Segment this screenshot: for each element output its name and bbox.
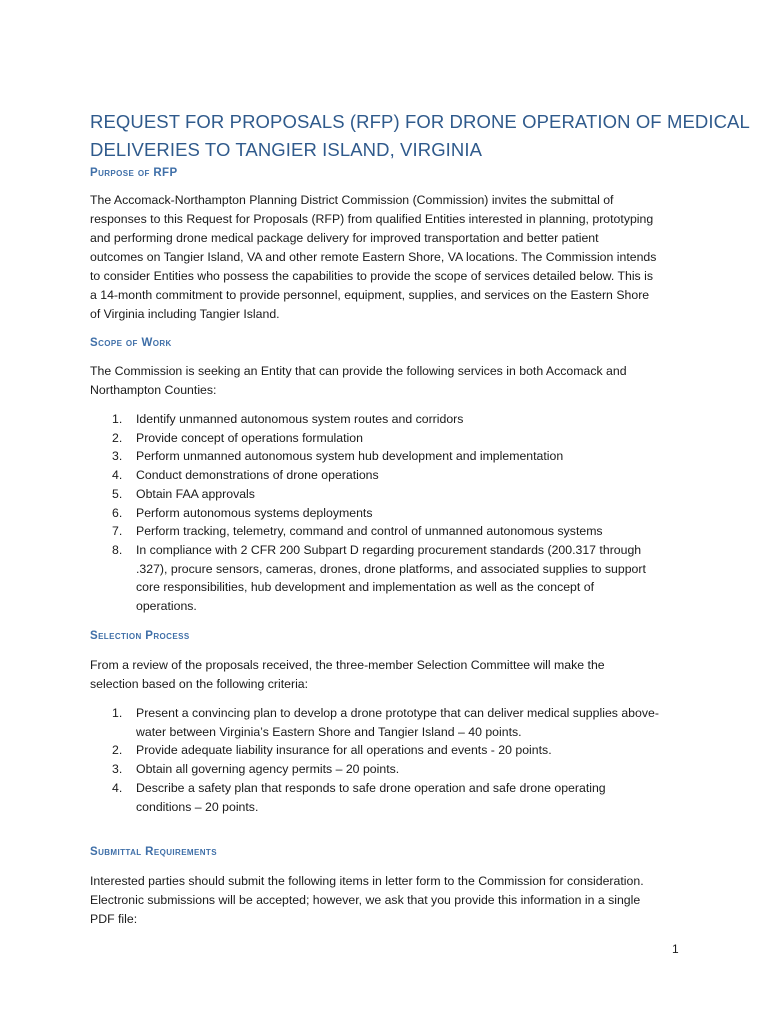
list-item [112,704,702,741]
purpose-line: to consider Entities who possess the capabilities to provide the scope of services detailed below. This is [90,269,654,283]
list-item [112,447,702,466]
item-text: Perform unmanned autonomous system hub development and implementation [136,449,564,464]
list-item [112,541,702,616]
item-text: Perform tracking, telemetry, command and control of unmanned autonomous systems [136,524,603,539]
scope-intro-line: The Commission is seeking an Entity that can provide the following services in both Accomack and [90,364,627,378]
list-item [112,410,702,429]
item-text: Provide adequate liability insurance for all operations and events - 20 points. [136,743,552,758]
item-number: 1. [112,706,123,720]
item-number: 7. [112,524,123,539]
item-text: Identify unmanned autonomous system routes and corridors [136,412,464,426]
item-text: Perform autonomous systems deployments [136,505,373,520]
item-number: 8. [112,542,123,557]
item-text: conditions – 20 points. [136,799,259,814]
item-number: 5. [112,486,123,501]
item-number: 3. [112,449,123,464]
submittal-line: Interested parties should submit the following items in letter form to the Commission for consideration. [90,874,644,888]
scope-intro-line: Northampton Counties: [90,383,217,397]
page-number: 1 [672,942,679,956]
title-line-2: DELIVERIES TO TANGIER ISLAND, VIRGINIA [90,139,483,160]
item-number: 3. [112,762,123,777]
item-text: Conduct demonstrations of drone operations [136,468,379,483]
item-number: 4. [112,468,123,483]
purpose-line: of Virginia including Tangier Island. [90,307,280,321]
list-item [112,741,702,760]
item-text: Obtain all governing agency permits – 20 points. [136,762,400,777]
purpose-line: and performing drone medical package delivery for improved transportation and better patient [90,231,599,245]
selection-intro-line: selection based on the following criteria: [90,677,309,691]
list-item [112,466,702,485]
item-text: Obtain FAA approvals [136,486,255,501]
item-text: water between Virginia’s Eastern Shore and Tangier Island – 40 points. [136,724,522,739]
item-text: .327), procure sensors, cameras, drones, drone platforms, and associated supplies to support [136,561,646,576]
list-item [112,760,702,779]
item-number: 1. [112,412,123,426]
item-number: 6. [112,505,123,520]
selection-heading: Selection Process [90,630,190,642]
document-title [90,108,750,164]
selection-intro-line: From a review of the proposals received, the three-member Selection Committee will make the [90,658,605,672]
list-item [112,522,702,541]
submittal-paragraph [90,872,690,929]
purpose-line: The Accomack-Northampton Planning District Commission (Commission) invites the submittal of [90,193,614,207]
item-number: 2. [112,743,123,758]
item-number: 4. [112,780,123,795]
item-text: Provide concept of operations formulation [136,430,363,445]
title-line-1: REQUEST FOR PROPOSALS (RFP) FOR DRONE OPERATION OF MEDICAL [90,111,750,132]
selection-list [112,704,702,816]
scope-intro [90,362,690,400]
list-item [112,429,702,448]
list-item [112,779,702,816]
selection-intro [90,656,690,694]
submittal-line: PDF file: [90,912,138,926]
item-text: Present a convincing plan to develop a drone prototype that can deliver medical supplies above- [136,706,659,720]
item-text: operations. [136,599,197,614]
purpose-line: outcomes on Tangier Island, VA and other remote Eastern Shore, VA locations. The Commission intends [90,250,657,264]
purpose-line: responses to this Request for Proposals (RFP) from qualified Entities interested in planning, prototyping [90,212,654,226]
submittal-heading: Submittal Requirements [90,846,217,858]
item-text: core responsibilities, hub development and implementation as well as the concept of [136,580,594,595]
item-text: Describe a safety plan that responds to safe drone operation and safe drone operating [136,780,606,795]
list-item [112,485,702,504]
scope-list [112,410,702,616]
item-number: 2. [112,430,123,445]
item-text: In compliance with 2 CFR 200 Subpart D regarding procurement standards (200.317 through [136,542,642,557]
purpose-paragraph [90,191,690,324]
purpose-line: a 14-month commitment to provide personnel, equipment, supplies, and services on the Eastern Shore [90,288,650,302]
scope-heading: Scope of Work [90,337,172,349]
submittal-line: Electronic submissions will be accepted; however, we ask that you provide this information in a single [90,893,641,907]
purpose-heading: Purpose of RFP [90,167,178,179]
list-item [112,504,702,523]
